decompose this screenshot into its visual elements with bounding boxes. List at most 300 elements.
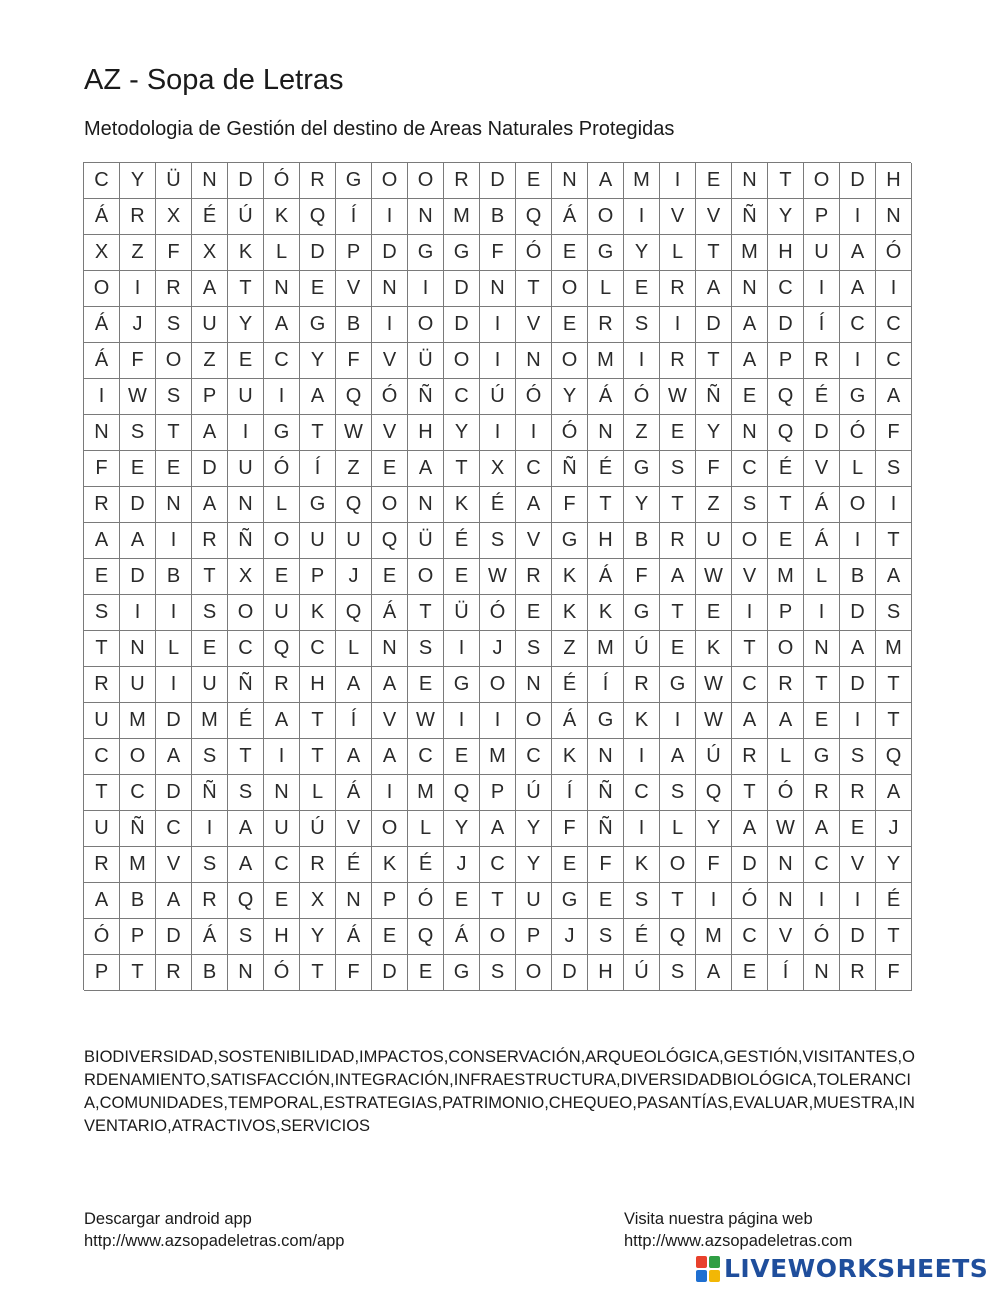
grid-cell[interactable]: P	[192, 379, 228, 415]
grid-cell[interactable]: C	[228, 631, 264, 667]
grid-cell[interactable]: C	[480, 847, 516, 883]
grid-cell[interactable]: E	[372, 559, 408, 595]
grid-cell[interactable]: Ü	[408, 343, 444, 379]
grid-cell[interactable]: D	[156, 775, 192, 811]
grid-cell[interactable]: S	[876, 595, 912, 631]
grid-cell[interactable]: N	[732, 415, 768, 451]
grid-cell[interactable]: Á	[804, 523, 840, 559]
grid-cell[interactable]: C	[264, 847, 300, 883]
grid-cell[interactable]: I	[408, 271, 444, 307]
grid-cell[interactable]: D	[120, 487, 156, 523]
grid-cell[interactable]: W	[696, 559, 732, 595]
grid-cell[interactable]: D	[120, 559, 156, 595]
grid-cell[interactable]: L	[660, 811, 696, 847]
grid-cell[interactable]: O	[408, 559, 444, 595]
grid-cell[interactable]: I	[480, 307, 516, 343]
grid-cell[interactable]: A	[264, 307, 300, 343]
grid-cell[interactable]: I	[660, 307, 696, 343]
grid-cell[interactable]: F	[588, 847, 624, 883]
grid-cell[interactable]: I	[840, 883, 876, 919]
grid-cell[interactable]: N	[732, 271, 768, 307]
grid-cell[interactable]: T	[156, 415, 192, 451]
grid-cell[interactable]: Y	[300, 343, 336, 379]
grid-cell[interactable]: B	[840, 559, 876, 595]
grid-cell[interactable]: I	[624, 811, 660, 847]
grid-cell[interactable]: A	[840, 271, 876, 307]
grid-cell[interactable]: J	[120, 307, 156, 343]
grid-cell[interactable]: O	[444, 343, 480, 379]
grid-cell[interactable]: R	[156, 271, 192, 307]
grid-cell[interactable]: C	[300, 631, 336, 667]
grid-cell[interactable]: C	[120, 775, 156, 811]
grid-cell[interactable]: D	[696, 307, 732, 343]
grid-cell[interactable]: E	[408, 955, 444, 991]
liveworksheets-brand[interactable]	[696, 1254, 988, 1283]
grid-cell[interactable]: E	[444, 883, 480, 919]
grid-cell[interactable]: I	[120, 271, 156, 307]
grid-cell[interactable]: I	[660, 163, 696, 199]
grid-cell[interactable]: N	[156, 487, 192, 523]
grid-cell[interactable]: Í	[804, 307, 840, 343]
grid-cell[interactable]: I	[876, 487, 912, 523]
grid-cell[interactable]: I	[804, 595, 840, 631]
grid-cell[interactable]: B	[192, 955, 228, 991]
grid-cell[interactable]: Y	[516, 811, 552, 847]
grid-cell[interactable]: M	[480, 739, 516, 775]
grid-cell[interactable]: A	[732, 343, 768, 379]
grid-cell[interactable]: S	[624, 307, 660, 343]
grid-cell[interactable]: D	[732, 847, 768, 883]
grid-cell[interactable]: R	[192, 883, 228, 919]
grid-cell[interactable]: S	[408, 631, 444, 667]
grid-cell[interactable]: R	[84, 847, 120, 883]
grid-cell[interactable]: W	[696, 667, 732, 703]
grid-cell[interactable]: I	[624, 739, 660, 775]
grid-cell[interactable]: G	[624, 595, 660, 631]
grid-cell[interactable]: Q	[660, 919, 696, 955]
grid-cell[interactable]: A	[588, 163, 624, 199]
grid-cell[interactable]: D	[480, 163, 516, 199]
grid-cell[interactable]: P	[516, 919, 552, 955]
grid-cell[interactable]: Á	[588, 559, 624, 595]
grid-cell[interactable]: É	[552, 667, 588, 703]
grid-cell[interactable]: A	[804, 811, 840, 847]
grid-cell[interactable]: K	[552, 739, 588, 775]
grid-cell[interactable]: D	[228, 163, 264, 199]
grid-cell[interactable]: F	[336, 343, 372, 379]
grid-cell[interactable]: O	[768, 631, 804, 667]
grid-cell[interactable]: Ú	[228, 199, 264, 235]
grid-cell[interactable]: I	[624, 199, 660, 235]
grid-cell[interactable]: O	[408, 307, 444, 343]
grid-cell[interactable]: D	[192, 451, 228, 487]
grid-cell[interactable]: N	[264, 271, 300, 307]
grid-cell[interactable]: É	[336, 847, 372, 883]
grid-cell[interactable]: P	[372, 883, 408, 919]
grid-cell[interactable]: O	[372, 811, 408, 847]
grid-cell[interactable]: A	[660, 559, 696, 595]
grid-cell[interactable]: E	[660, 415, 696, 451]
grid-cell[interactable]: L	[264, 235, 300, 271]
grid-cell[interactable]: Ñ	[588, 811, 624, 847]
grid-cell[interactable]: G	[336, 163, 372, 199]
grid-cell[interactable]: G	[408, 235, 444, 271]
grid-cell[interactable]: Y	[876, 847, 912, 883]
grid-cell[interactable]: H	[588, 955, 624, 991]
grid-cell[interactable]: E	[696, 595, 732, 631]
grid-cell[interactable]: N	[264, 775, 300, 811]
grid-cell[interactable]: B	[624, 523, 660, 559]
grid-cell[interactable]: I	[876, 271, 912, 307]
grid-cell[interactable]: E	[192, 631, 228, 667]
grid-cell[interactable]: D	[840, 595, 876, 631]
grid-cell[interactable]: R	[624, 667, 660, 703]
grid-cell[interactable]: S	[192, 739, 228, 775]
grid-cell[interactable]: E	[516, 595, 552, 631]
grid-cell[interactable]: G	[300, 307, 336, 343]
grid-cell[interactable]: Ó	[804, 919, 840, 955]
grid-cell[interactable]: K	[696, 631, 732, 667]
grid-cell[interactable]: Ó	[876, 235, 912, 271]
grid-cell[interactable]: R	[300, 847, 336, 883]
grid-cell[interactable]: Ú	[624, 631, 660, 667]
grid-cell[interactable]: F	[552, 487, 588, 523]
grid-cell[interactable]: O	[552, 343, 588, 379]
grid-cell[interactable]: R	[588, 307, 624, 343]
grid-cell[interactable]: Á	[84, 343, 120, 379]
grid-cell[interactable]: N	[516, 667, 552, 703]
grid-cell[interactable]: Q	[372, 523, 408, 559]
grid-cell[interactable]: V	[372, 343, 408, 379]
grid-cell[interactable]: N	[120, 631, 156, 667]
grid-cell[interactable]: V	[516, 523, 552, 559]
grid-cell[interactable]: E	[624, 271, 660, 307]
grid-cell[interactable]: Ó	[480, 595, 516, 631]
grid-cell[interactable]: E	[120, 451, 156, 487]
grid-cell[interactable]: I	[696, 883, 732, 919]
grid-cell[interactable]: I	[120, 595, 156, 631]
grid-cell[interactable]: Ó	[264, 955, 300, 991]
grid-cell[interactable]: E	[552, 847, 588, 883]
grid-cell[interactable]: I	[84, 379, 120, 415]
grid-cell[interactable]: R	[444, 163, 480, 199]
grid-cell[interactable]: P	[300, 559, 336, 595]
grid-cell[interactable]: S	[660, 955, 696, 991]
grid-cell[interactable]: Ú	[624, 955, 660, 991]
grid-cell[interactable]: V	[372, 415, 408, 451]
grid-cell[interactable]: R	[192, 523, 228, 559]
grid-cell[interactable]: R	[660, 343, 696, 379]
grid-cell[interactable]: O	[120, 739, 156, 775]
grid-cell[interactable]: P	[480, 775, 516, 811]
grid-cell[interactable]: M	[588, 631, 624, 667]
grid-cell[interactable]: R	[84, 487, 120, 523]
grid-cell[interactable]: A	[300, 379, 336, 415]
grid-cell[interactable]: D	[768, 307, 804, 343]
grid-cell[interactable]: T	[768, 487, 804, 523]
grid-cell[interactable]: M	[444, 199, 480, 235]
grid-cell[interactable]: A	[732, 307, 768, 343]
grid-cell[interactable]: I	[660, 703, 696, 739]
grid-cell[interactable]: I	[804, 271, 840, 307]
grid-cell[interactable]: Y	[120, 163, 156, 199]
grid-cell[interactable]: K	[624, 847, 660, 883]
grid-cell[interactable]: C	[156, 811, 192, 847]
website-link[interactable]: http://www.azsopadeletras.com	[624, 1232, 853, 1250]
grid-cell[interactable]: O	[732, 523, 768, 559]
grid-cell[interactable]: A	[732, 811, 768, 847]
grid-cell[interactable]: K	[372, 847, 408, 883]
grid-cell[interactable]: U	[264, 811, 300, 847]
grid-cell[interactable]: U	[696, 523, 732, 559]
grid-cell[interactable]: C	[264, 343, 300, 379]
grid-cell[interactable]: Q	[336, 595, 372, 631]
grid-cell[interactable]: W	[336, 415, 372, 451]
grid-cell[interactable]: C	[84, 163, 120, 199]
grid-cell[interactable]: I	[228, 415, 264, 451]
grid-cell[interactable]: Á	[804, 487, 840, 523]
grid-cell[interactable]: I	[840, 343, 876, 379]
grid-cell[interactable]: D	[372, 235, 408, 271]
grid-cell[interactable]: A	[156, 883, 192, 919]
grid-cell[interactable]: Q	[876, 739, 912, 775]
grid-cell[interactable]: J	[552, 919, 588, 955]
grid-cell[interactable]: A	[408, 451, 444, 487]
grid-cell[interactable]: Z	[192, 343, 228, 379]
grid-cell[interactable]: M	[408, 775, 444, 811]
grid-cell[interactable]: B	[120, 883, 156, 919]
grid-cell[interactable]: Ñ	[696, 379, 732, 415]
grid-cell[interactable]: R	[660, 271, 696, 307]
grid-cell[interactable]: T	[228, 271, 264, 307]
grid-cell[interactable]: E	[804, 703, 840, 739]
grid-cell[interactable]: E	[264, 883, 300, 919]
grid-cell[interactable]: T	[876, 919, 912, 955]
grid-cell[interactable]: E	[264, 559, 300, 595]
grid-cell[interactable]: U	[516, 883, 552, 919]
grid-cell[interactable]: Á	[552, 703, 588, 739]
grid-cell[interactable]: O	[372, 163, 408, 199]
grid-cell[interactable]: Y	[552, 379, 588, 415]
grid-cell[interactable]: Ú	[300, 811, 336, 847]
grid-cell[interactable]: A	[516, 487, 552, 523]
grid-cell[interactable]: I	[840, 199, 876, 235]
grid-cell[interactable]: Ú	[516, 775, 552, 811]
grid-cell[interactable]: H	[588, 523, 624, 559]
grid-cell[interactable]: I	[480, 703, 516, 739]
grid-cell[interactable]: L	[408, 811, 444, 847]
grid-cell[interactable]: W	[480, 559, 516, 595]
grid-cell[interactable]: Ñ	[588, 775, 624, 811]
grid-cell[interactable]: U	[228, 379, 264, 415]
grid-cell[interactable]: Ó	[768, 775, 804, 811]
grid-cell[interactable]: W	[768, 811, 804, 847]
grid-cell[interactable]: S	[228, 919, 264, 955]
grid-cell[interactable]: G	[264, 415, 300, 451]
grid-cell[interactable]: O	[552, 271, 588, 307]
grid-cell[interactable]: Q	[264, 631, 300, 667]
grid-cell[interactable]: Á	[552, 199, 588, 235]
grid-cell[interactable]: P	[768, 343, 804, 379]
grid-cell[interactable]: Á	[192, 919, 228, 955]
grid-cell[interactable]: O	[84, 271, 120, 307]
grid-cell[interactable]: S	[192, 847, 228, 883]
grid-cell[interactable]: N	[84, 415, 120, 451]
grid-cell[interactable]: S	[192, 595, 228, 631]
grid-cell[interactable]: I	[372, 775, 408, 811]
grid-cell[interactable]: C	[624, 775, 660, 811]
grid-cell[interactable]: K	[300, 595, 336, 631]
grid-cell[interactable]: Á	[336, 775, 372, 811]
grid-cell[interactable]: L	[588, 271, 624, 307]
grid-cell[interactable]: G	[588, 235, 624, 271]
grid-cell[interactable]: A	[228, 811, 264, 847]
grid-cell[interactable]: I	[480, 415, 516, 451]
grid-cell[interactable]: R	[768, 667, 804, 703]
grid-cell[interactable]: Á	[372, 595, 408, 631]
grid-cell[interactable]: S	[516, 631, 552, 667]
grid-cell[interactable]: T	[120, 955, 156, 991]
grid-cell[interactable]: I	[444, 703, 480, 739]
grid-cell[interactable]: Q	[228, 883, 264, 919]
grid-cell[interactable]: N	[768, 847, 804, 883]
grid-cell[interactable]: S	[732, 487, 768, 523]
grid-cell[interactable]: V	[840, 847, 876, 883]
grid-cell[interactable]: N	[192, 163, 228, 199]
grid-cell[interactable]: O	[228, 595, 264, 631]
grid-cell[interactable]: A	[156, 739, 192, 775]
grid-cell[interactable]: R	[732, 739, 768, 775]
grid-cell[interactable]: I	[840, 703, 876, 739]
grid-cell[interactable]: Q	[336, 379, 372, 415]
grid-cell[interactable]: O	[660, 847, 696, 883]
grid-cell[interactable]: P	[768, 595, 804, 631]
grid-cell[interactable]: N	[516, 343, 552, 379]
grid-cell[interactable]: É	[624, 919, 660, 955]
grid-cell[interactable]: Q	[300, 199, 336, 235]
grid-cell[interactable]: M	[120, 703, 156, 739]
grid-cell[interactable]: M	[768, 559, 804, 595]
grid-cell[interactable]: G	[660, 667, 696, 703]
grid-cell[interactable]: M	[624, 163, 660, 199]
grid-cell[interactable]: Á	[588, 379, 624, 415]
grid-cell[interactable]: W	[660, 379, 696, 415]
grid-cell[interactable]: L	[336, 631, 372, 667]
grid-cell[interactable]: É	[804, 379, 840, 415]
grid-cell[interactable]: N	[372, 271, 408, 307]
grid-cell[interactable]: F	[120, 343, 156, 379]
grid-cell[interactable]: U	[192, 667, 228, 703]
grid-cell[interactable]: S	[660, 775, 696, 811]
grid-cell[interactable]: P	[336, 235, 372, 271]
grid-cell[interactable]: É	[588, 451, 624, 487]
grid-cell[interactable]: T	[660, 487, 696, 523]
grid-cell[interactable]: C	[84, 739, 120, 775]
grid-cell[interactable]: T	[300, 955, 336, 991]
grid-cell[interactable]: X	[156, 199, 192, 235]
grid-cell[interactable]: N	[804, 631, 840, 667]
grid-cell[interactable]: B	[480, 199, 516, 235]
grid-cell[interactable]: U	[120, 667, 156, 703]
grid-cell[interactable]: Ó	[516, 379, 552, 415]
grid-cell[interactable]: R	[804, 775, 840, 811]
grid-cell[interactable]: S	[624, 883, 660, 919]
grid-cell[interactable]: A	[768, 703, 804, 739]
grid-cell[interactable]: Í	[336, 199, 372, 235]
grid-cell[interactable]: K	[552, 595, 588, 631]
grid-cell[interactable]: Z	[696, 487, 732, 523]
grid-cell[interactable]: I	[840, 523, 876, 559]
grid-cell[interactable]: C	[768, 271, 804, 307]
grid-cell[interactable]: E	[372, 919, 408, 955]
grid-cell[interactable]: N	[552, 163, 588, 199]
grid-cell[interactable]: Y	[624, 487, 660, 523]
grid-cell[interactable]: W	[696, 703, 732, 739]
grid-cell[interactable]: Ó	[408, 883, 444, 919]
grid-cell[interactable]: A	[876, 559, 912, 595]
grid-cell[interactable]: I	[444, 631, 480, 667]
grid-cell[interactable]: J	[876, 811, 912, 847]
grid-cell[interactable]: H	[264, 919, 300, 955]
grid-cell[interactable]: A	[480, 811, 516, 847]
grid-cell[interactable]: N	[408, 487, 444, 523]
grid-cell[interactable]: C	[732, 667, 768, 703]
grid-cell[interactable]: X	[228, 559, 264, 595]
grid-cell[interactable]: G	[552, 523, 588, 559]
grid-cell[interactable]: Q	[516, 199, 552, 235]
grid-cell[interactable]: Á	[84, 307, 120, 343]
grid-cell[interactable]: O	[588, 199, 624, 235]
grid-cell[interactable]: V	[660, 199, 696, 235]
grid-cell[interactable]: U	[300, 523, 336, 559]
grid-cell[interactable]: U	[192, 307, 228, 343]
grid-cell[interactable]: Ó	[732, 883, 768, 919]
grid-cell[interactable]: A	[120, 523, 156, 559]
grid-cell[interactable]: Ó	[516, 235, 552, 271]
grid-cell[interactable]: A	[228, 847, 264, 883]
grid-cell[interactable]: É	[768, 451, 804, 487]
grid-cell[interactable]: A	[372, 739, 408, 775]
grid-cell[interactable]: T	[660, 595, 696, 631]
grid-cell[interactable]: E	[300, 271, 336, 307]
grid-cell[interactable]: T	[696, 235, 732, 271]
grid-cell[interactable]: I	[156, 667, 192, 703]
grid-cell[interactable]: M	[696, 919, 732, 955]
grid-cell[interactable]: U	[336, 523, 372, 559]
grid-cell[interactable]: Q	[408, 919, 444, 955]
grid-cell[interactable]: X	[480, 451, 516, 487]
grid-cell[interactable]: T	[192, 559, 228, 595]
grid-cell[interactable]: A	[192, 271, 228, 307]
grid-cell[interactable]: T	[876, 523, 912, 559]
grid-cell[interactable]: K	[552, 559, 588, 595]
grid-cell[interactable]: K	[624, 703, 660, 739]
grid-cell[interactable]: O	[480, 919, 516, 955]
grid-cell[interactable]: R	[660, 523, 696, 559]
grid-cell[interactable]: N	[768, 883, 804, 919]
grid-cell[interactable]: T	[300, 739, 336, 775]
grid-cell[interactable]: Z	[336, 451, 372, 487]
grid-cell[interactable]: Y	[516, 847, 552, 883]
grid-cell[interactable]: V	[804, 451, 840, 487]
grid-cell[interactable]: A	[84, 523, 120, 559]
grid-cell[interactable]: S	[480, 955, 516, 991]
grid-cell[interactable]: K	[264, 199, 300, 235]
grid-cell[interactable]: Ñ	[228, 523, 264, 559]
grid-cell[interactable]: C	[804, 847, 840, 883]
grid-cell[interactable]: E	[156, 451, 192, 487]
grid-cell[interactable]: Ü	[408, 523, 444, 559]
